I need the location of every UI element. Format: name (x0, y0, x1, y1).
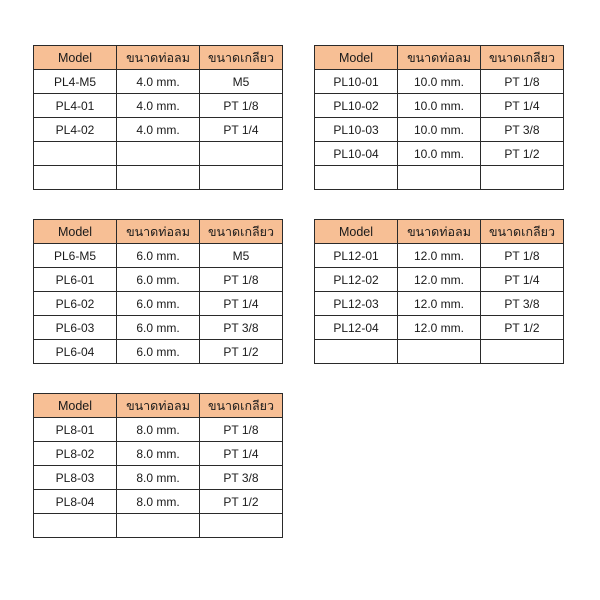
cell-thread-size: M5 (200, 70, 283, 94)
header-model: Model (315, 46, 398, 70)
spec-table-pl10 (314, 45, 564, 190)
table-row (34, 292, 283, 316)
cell-thread-size: PT 1/8 (481, 244, 564, 268)
cell-tube-size: 6.0 mm. (117, 268, 200, 292)
table-row (315, 118, 564, 142)
table-row (34, 514, 283, 538)
header-tube-size: ขนาดท่อลม (398, 46, 481, 70)
cell-model: PL12-01 (315, 244, 398, 268)
table-row (34, 490, 283, 514)
cell-thread-size: PT 1/8 (481, 70, 564, 94)
cell-thread-size (481, 166, 564, 190)
cell-model: PL8-03 (34, 466, 117, 490)
header-thread-size: ขนาดเกลียว (481, 220, 564, 244)
cell-thread-size: PT 1/4 (481, 94, 564, 118)
cell-model: PL4-02 (34, 118, 117, 142)
table-row (315, 70, 564, 94)
cell-model (34, 166, 117, 190)
cell-thread-size: PT 1/2 (481, 316, 564, 340)
table-header-row (315, 46, 564, 70)
table-header-row (34, 46, 283, 70)
table-row (315, 340, 564, 364)
cell-thread-size: PT 3/8 (481, 118, 564, 142)
cell-tube-size: 4.0 mm. (117, 70, 200, 94)
cell-tube-size: 6.0 mm. (117, 316, 200, 340)
header-model: Model (34, 46, 117, 70)
cell-tube-size: 6.0 mm. (117, 244, 200, 268)
cell-thread-size: M5 (200, 244, 283, 268)
table-header-row (34, 394, 283, 418)
cell-model: PL4-01 (34, 94, 117, 118)
spec-table-pl4 (33, 45, 283, 190)
table-row (34, 70, 283, 94)
cell-tube-size (117, 514, 200, 538)
cell-thread-size (481, 340, 564, 364)
cell-tube-size (117, 142, 200, 166)
cell-model: PL10-04 (315, 142, 398, 166)
spec-table-pl12 (314, 219, 564, 364)
cell-thread-size: PT 1/4 (200, 292, 283, 316)
cell-thread-size (200, 166, 283, 190)
cell-model: PL6-03 (34, 316, 117, 340)
cell-tube-size: 10.0 mm. (398, 70, 481, 94)
header-thread-size: ขนาดเกลียว (200, 220, 283, 244)
table-row (34, 316, 283, 340)
cell-model: PL12-03 (315, 292, 398, 316)
cell-tube-size: 12.0 mm. (398, 292, 481, 316)
table-header-row (315, 220, 564, 244)
cell-tube-size: 10.0 mm. (398, 94, 481, 118)
cell-tube-size: 12.0 mm. (398, 316, 481, 340)
cell-model: PL6-01 (34, 268, 117, 292)
cell-model: PL4-M5 (34, 70, 117, 94)
cell-model: PL6-04 (34, 340, 117, 364)
spec-table-pl6 (33, 219, 283, 364)
table-row (34, 268, 283, 292)
header-tube-size: ขนาดท่อลม (117, 394, 200, 418)
cell-tube-size: 12.0 mm. (398, 268, 481, 292)
cell-thread-size (200, 514, 283, 538)
table-row (315, 292, 564, 316)
header-thread-size: ขนาดเกลียว (481, 46, 564, 70)
cell-model: PL6-02 (34, 292, 117, 316)
cell-tube-size: 6.0 mm. (117, 292, 200, 316)
cell-model: PL8-01 (34, 418, 117, 442)
cell-thread-size: PT 3/8 (481, 292, 564, 316)
cell-thread-size: PT 1/4 (200, 442, 283, 466)
cell-model: PL8-04 (34, 490, 117, 514)
table-row (34, 244, 283, 268)
cell-tube-size: 8.0 mm. (117, 442, 200, 466)
cell-model (34, 514, 117, 538)
cell-tube-size (398, 166, 481, 190)
cell-model: PL8-02 (34, 442, 117, 466)
cell-tube-size (117, 166, 200, 190)
header-model: Model (315, 220, 398, 244)
table-row (34, 466, 283, 490)
cell-model (34, 142, 117, 166)
cell-tube-size: 10.0 mm. (398, 118, 481, 142)
table-row (315, 316, 564, 340)
table-row (315, 166, 564, 190)
header-thread-size: ขนาดเกลียว (200, 46, 283, 70)
header-tube-size: ขนาดท่อลม (398, 220, 481, 244)
cell-tube-size: 4.0 mm. (117, 94, 200, 118)
cell-model: PL10-01 (315, 70, 398, 94)
table-row (34, 418, 283, 442)
cell-model (315, 340, 398, 364)
cell-model: PL10-03 (315, 118, 398, 142)
table-row (315, 94, 564, 118)
cell-thread-size: PT 1/2 (200, 340, 283, 364)
cell-thread-size: PT 1/8 (200, 418, 283, 442)
table-header-row (34, 220, 283, 244)
cell-thread-size: PT 3/8 (200, 316, 283, 340)
table-row (34, 142, 283, 166)
cell-thread-size: PT 1/2 (481, 142, 564, 166)
header-thread-size: ขนาดเกลียว (200, 394, 283, 418)
cell-thread-size: PT 1/8 (200, 94, 283, 118)
cell-tube-size (398, 340, 481, 364)
cell-model: PL6-M5 (34, 244, 117, 268)
cell-tube-size: 8.0 mm. (117, 490, 200, 514)
cell-tube-size: 8.0 mm. (117, 466, 200, 490)
table-row (34, 166, 283, 190)
cell-thread-size: PT 3/8 (200, 466, 283, 490)
table-row (34, 340, 283, 364)
cell-tube-size: 12.0 mm. (398, 244, 481, 268)
header-model: Model (34, 220, 117, 244)
cell-thread-size: PT 1/4 (481, 268, 564, 292)
cell-tube-size: 8.0 mm. (117, 418, 200, 442)
table-row (315, 244, 564, 268)
cell-model: PL12-02 (315, 268, 398, 292)
cell-model: PL12-04 (315, 316, 398, 340)
cell-tube-size: 10.0 mm. (398, 142, 481, 166)
cell-thread-size (200, 142, 283, 166)
cell-tube-size: 6.0 mm. (117, 340, 200, 364)
cell-model (315, 166, 398, 190)
header-model: Model (34, 394, 117, 418)
header-tube-size: ขนาดท่อลม (117, 220, 200, 244)
cell-thread-size: PT 1/2 (200, 490, 283, 514)
spec-table-pl8 (33, 393, 283, 538)
table-row (34, 94, 283, 118)
header-tube-size: ขนาดท่อลม (117, 46, 200, 70)
table-row (315, 142, 564, 166)
table-row (315, 268, 564, 292)
cell-model: PL10-02 (315, 94, 398, 118)
cell-thread-size: PT 1/4 (200, 118, 283, 142)
table-row (34, 118, 283, 142)
table-row (34, 442, 283, 466)
cell-thread-size: PT 1/8 (200, 268, 283, 292)
cell-tube-size: 4.0 mm. (117, 118, 200, 142)
